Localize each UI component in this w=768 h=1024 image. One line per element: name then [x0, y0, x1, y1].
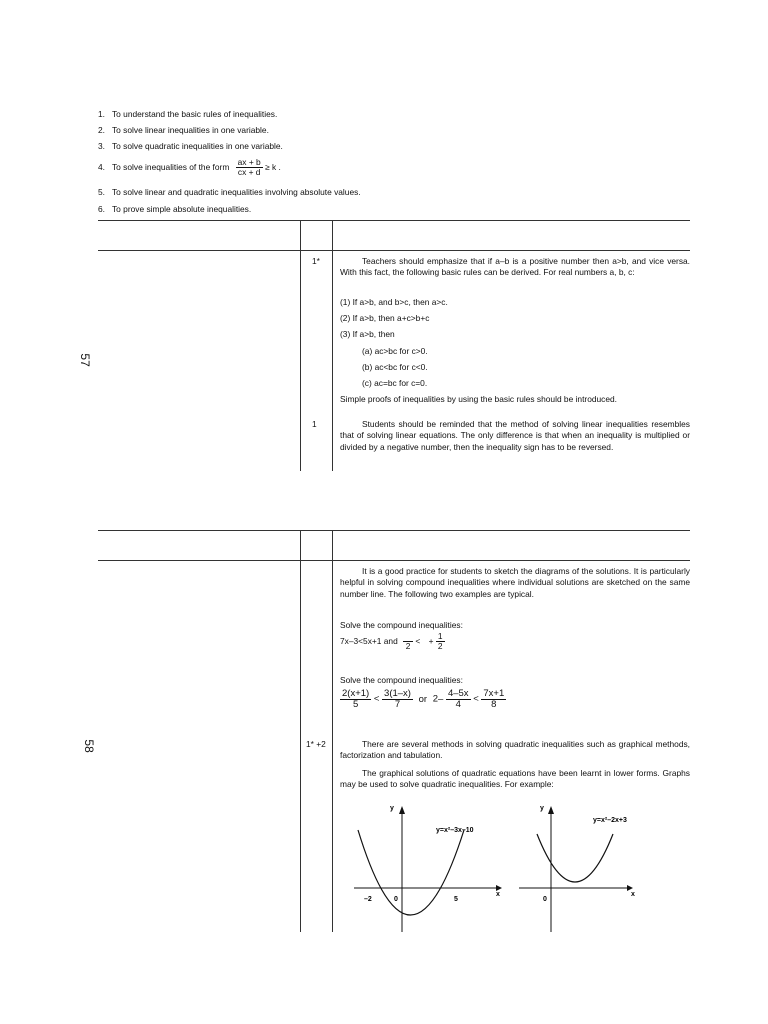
table2-divider-left — [300, 530, 301, 932]
objective-6: 6. To prove simple absolute inequalities. — [98, 204, 252, 214]
table1-divider-right — [332, 220, 333, 471]
graph1-parabola — [358, 830, 464, 915]
objective-2: 2. To solve linear inequalities in one variable. — [98, 125, 269, 135]
section1-para-1: Teachers should emphasize that if a–b is a positive number then a>b, and vice versa. With this fact, the following basic rules can be derived. For real numbers a, b, c: — [340, 256, 690, 278]
example1-fraction-1: 2 — [403, 632, 413, 651]
objective-3: 3. To solve quadratic inequalities in one variable. — [98, 141, 283, 151]
table1-top-rule — [98, 220, 690, 221]
graph2-y-label: y — [540, 805, 544, 812]
section1-para-2: Students should be reminded that the method of solving linear inequalities resembles that of solving linear equations. The only difference is that when an inequality is multiplied or divided by a negative number, then the inequality sign has to be reversed. — [340, 419, 690, 452]
graph2-y-arrow — [548, 806, 554, 814]
table2-header-rule — [98, 560, 690, 561]
example2-fraction-4: $\frac{7x+1}{8}$ — [483, 688, 505, 711]
graph2-equation: y=x²–2x+3 — [593, 817, 627, 824]
rule-2: (2) If a>b, then a+c>b+c — [340, 313, 430, 323]
page-number-57: 57 — [77, 353, 92, 367]
graph1-equation: y=x²–3x–10 — [436, 827, 474, 834]
page-number-58: 58 — [81, 739, 96, 753]
example1-expression: 7x–3<5x+1 and 2 < + $\frac{1}{2}$ — [340, 631, 443, 652]
graph1-y-arrow — [399, 806, 405, 814]
section2-para-1: It is a good practice for students to sketch the diagrams of the solutions. It is particularly helpful in solving compound inequalities where individual solutions are sketched on the same number line. The following two examples are typical. — [340, 566, 690, 599]
graph1-x-label: x — [496, 891, 500, 898]
objective-4: 4. To solve inequalities of the form $\frac{ax + b}{cx + d}$ ≥ k . — [98, 157, 281, 178]
graph1-y-label: y — [390, 805, 394, 812]
rule-1: (1) If a>b, and b>c, then a>c. — [340, 297, 448, 307]
table1-divider-left — [300, 220, 301, 471]
graph-quadratic-1 — [350, 800, 510, 935]
table1-header-rule — [98, 250, 690, 251]
simple-proofs-note: Simple proofs of inequalities by using the basic rules should be introduced. — [340, 394, 618, 404]
section2-mark: 1* +2 — [306, 739, 326, 749]
graph1-origin: 0 — [394, 896, 398, 903]
example1-fraction-2: $\frac{1}{2}$ — [437, 631, 443, 652]
example2-fraction-1: $\frac{2(x+1)}{5}$ — [342, 688, 370, 711]
section1-mark-2: 1 — [312, 419, 317, 429]
example2-fraction-2: $\frac{3(1-x)}{7}$ — [384, 688, 411, 711]
graph2-origin: 0 — [543, 896, 547, 903]
table2-top-rule — [98, 530, 690, 531]
objective-4-fraction: $\frac{ax + b}{cx + d}$ — [237, 157, 261, 178]
graph2-x-label: x — [631, 891, 635, 898]
example2-fraction-3: $\frac{4-5x}{4}$ — [447, 688, 469, 711]
table2-divider-right — [332, 530, 333, 932]
section2-para-3: The graphical solutions of quadratic equations have been learnt in lower forms. Graphs may be used to solve quadratic inequalities. For example: — [340, 768, 690, 790]
rule-3: (3) If a>b, then — [340, 329, 395, 339]
section1-mark-1: 1* — [312, 256, 320, 266]
graph2-parabola — [537, 834, 613, 882]
subrule-a: (a) ac>bc for c>0. — [362, 346, 428, 356]
section2-para-2: There are several methods in solving quadratic inequalities such as graphical methods, factorization and tabulation. — [340, 739, 690, 761]
example2-expression: $\frac{2(x+1)}{5}$ < $\frac{3(1-x)}{7}$ or 2– $\frac{4-5x}{4}$ < $\frac{7x+1}{8}$ — [342, 688, 505, 711]
graph-quadratic-2 — [515, 800, 665, 935]
example1-title: Solve the compound inequalities: — [340, 620, 463, 630]
graph1-tick-right: 5 — [454, 896, 458, 903]
subrule-b: (b) ac<bc for c<0. — [362, 362, 428, 372]
example2-title: Solve the compound inequalities: — [340, 675, 463, 685]
graph1-tick-left: –2 — [364, 896, 372, 903]
objective-1: 1. To understand the basic rules of inequalities. — [98, 109, 278, 119]
subrule-c: (c) ac=bc for c=0. — [362, 378, 428, 388]
objective-5: 5. To solve linear and quadratic inequalities involving absolute values. — [98, 187, 361, 197]
